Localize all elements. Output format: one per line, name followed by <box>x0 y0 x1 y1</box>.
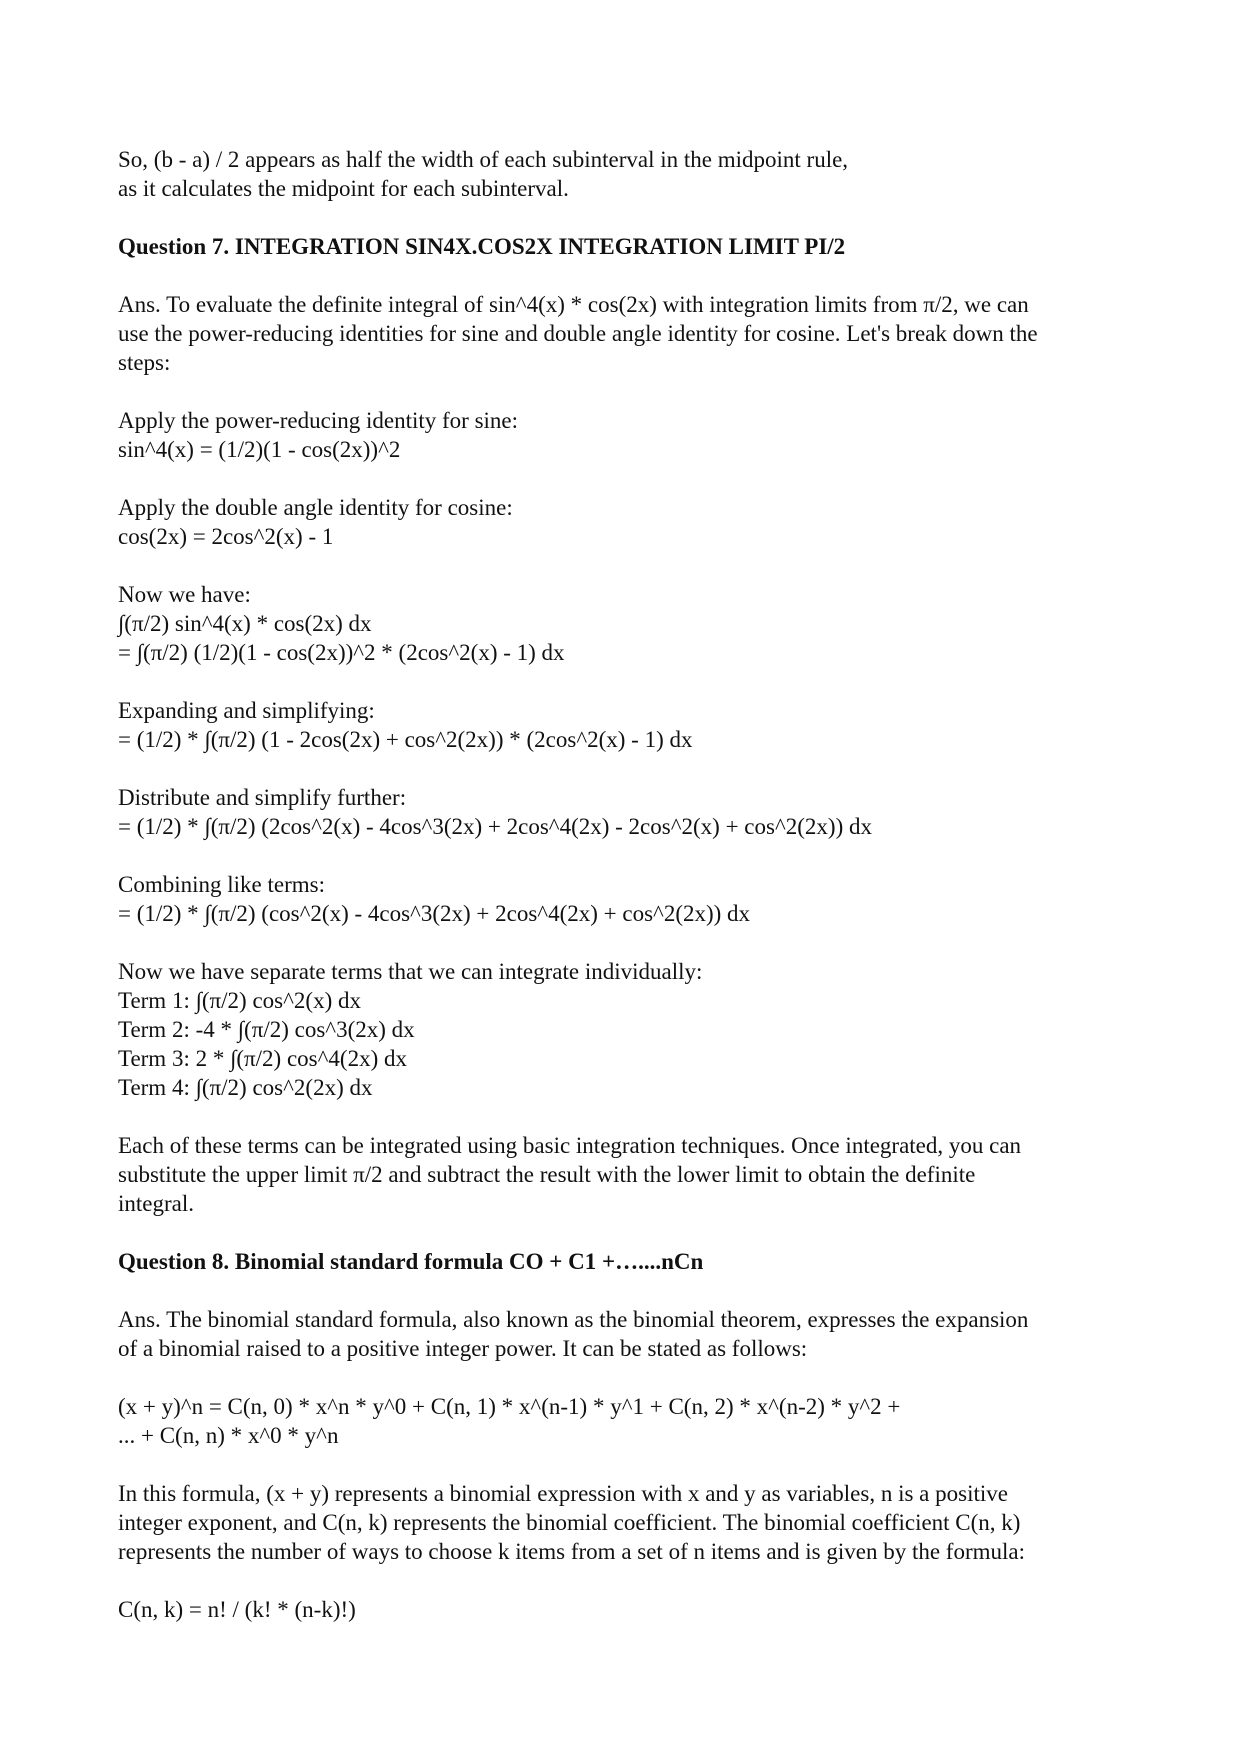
coefficient-formula: C(n, k) = n! / (k! * (n-k)!) <box>118 1597 356 1622</box>
text-line: integral. <box>118 1191 194 1216</box>
step-combining <box>118 870 1128 928</box>
question-8-heading: Question 8. Binomial standard formula CO + C1 +…....nCn <box>118 1249 704 1274</box>
formula-line: (x + y)^n = C(n, 0) * x^n * y^0 + C(n, 1) * x^(n-1) * y^1 + C(n, 2) * x^(n-2) * y^2 + <box>118 1394 901 1419</box>
text-line: represents the number of ways to choose k items from a set of n items and is given by the formula: <box>118 1539 1026 1564</box>
text-line: Now we have separate terms that we can integrate individually: <box>118 959 703 984</box>
step-now-we-have <box>118 580 1128 667</box>
step-distribute <box>118 783 1128 841</box>
document-page <box>118 145 1128 1624</box>
formula-line: = (1/2) * ∫(π/2) (1 - 2cos(2x) + cos^2(2x)) * (2cos^2(x) - 1) dx <box>118 727 693 752</box>
formula-line: = (1/2) * ∫(π/2) (2cos^2(x) - 4cos^3(2x) + 2cos^4(2x) - 2cos^2(x) + cos^2(2x)) dx <box>118 814 872 839</box>
formula-line: cos(2x) = 2cos^2(x) - 1 <box>118 524 334 549</box>
text-line: Distribute and simplify further: <box>118 785 407 810</box>
text-line: So, (b - a) / 2 appears as half the width of each subinterval in the midpoint rule, <box>118 147 849 172</box>
text-line: Apply the power-reducing identity for sine: <box>118 408 519 433</box>
formula-line: = ∫(π/2) (1/2)(1 - cos(2x))^2 * (2cos^2(x) - 1) dx <box>118 640 565 665</box>
question-7-conclusion <box>118 1131 1128 1218</box>
text-line: Ans. To evaluate the definite integral of sin^4(x) * cos(2x) with integration limits from π/2, we can <box>118 292 1029 317</box>
text-line: use the power-reducing identities for sine and double angle identity for cosine. Let's break down the <box>118 321 1038 346</box>
text-line: Each of these terms can be integrated using basic integration techniques. Once integrated, you can <box>118 1133 1022 1158</box>
text-line: steps: <box>118 350 171 375</box>
term-line: Term 1: ∫(π/2) cos^2(x) dx <box>118 988 361 1013</box>
text-line: of a binomial raised to a positive integer power. It can be stated as follows: <box>118 1336 808 1361</box>
text-line: substitute the upper limit π/2 and subtract the result with the lower limit to obtain the definite <box>118 1162 976 1187</box>
term-line: Term 2: -4 * ∫(π/2) cos^3(2x) dx <box>118 1017 415 1042</box>
formula-line: ... + C(n, n) * x^0 * y^n <box>118 1423 339 1448</box>
text-line: Now we have: <box>118 582 251 607</box>
question-7-heading: Question 7. INTEGRATION SIN4X.COS2X INTEGRATION LIMIT PI/2 <box>118 234 846 259</box>
binomial-explanation <box>118 1479 1128 1566</box>
term-line: Term 3: 2 * ∫(π/2) cos^4(2x) dx <box>118 1046 407 1071</box>
text-line: Ans. The binomial standard formula, also known as the binomial theorem, expresses the expansion <box>118 1307 1029 1332</box>
term-line: Term 4: ∫(π/2) cos^2(2x) dx <box>118 1075 373 1100</box>
text-line: Expanding and simplifying: <box>118 698 375 723</box>
step-expanding <box>118 696 1128 754</box>
formula-line: sin^4(x) = (1/2)(1 - cos(2x))^2 <box>118 437 401 462</box>
text-line: In this formula, (x + y) represents a binomial expression with x and y as variables, n is a positive <box>118 1481 1008 1506</box>
step-double-angle <box>118 493 1128 551</box>
binomial-formula <box>118 1392 1128 1450</box>
step-separate-terms <box>118 957 1128 1102</box>
step-power-reducing <box>118 406 1128 464</box>
text-line: Combining like terms: <box>118 872 325 897</box>
text-line: integer exponent, and C(n, k) represents the binomial coefficient. The binomial coefficient C(n, k) <box>118 1510 1021 1535</box>
text-line: Apply the double angle identity for cosine: <box>118 495 513 520</box>
question-7-answer <box>118 290 1128 377</box>
intro-paragraph <box>118 145 1128 203</box>
question-8-answer <box>118 1305 1128 1363</box>
formula-line: ∫(π/2) sin^4(x) * cos(2x) dx <box>118 611 372 636</box>
formula-line: = (1/2) * ∫(π/2) (cos^2(x) - 4cos^3(2x) + 2cos^4(2x) + cos^2(2x)) dx <box>118 901 751 926</box>
text-line: as it calculates the midpoint for each subinterval. <box>118 176 569 201</box>
